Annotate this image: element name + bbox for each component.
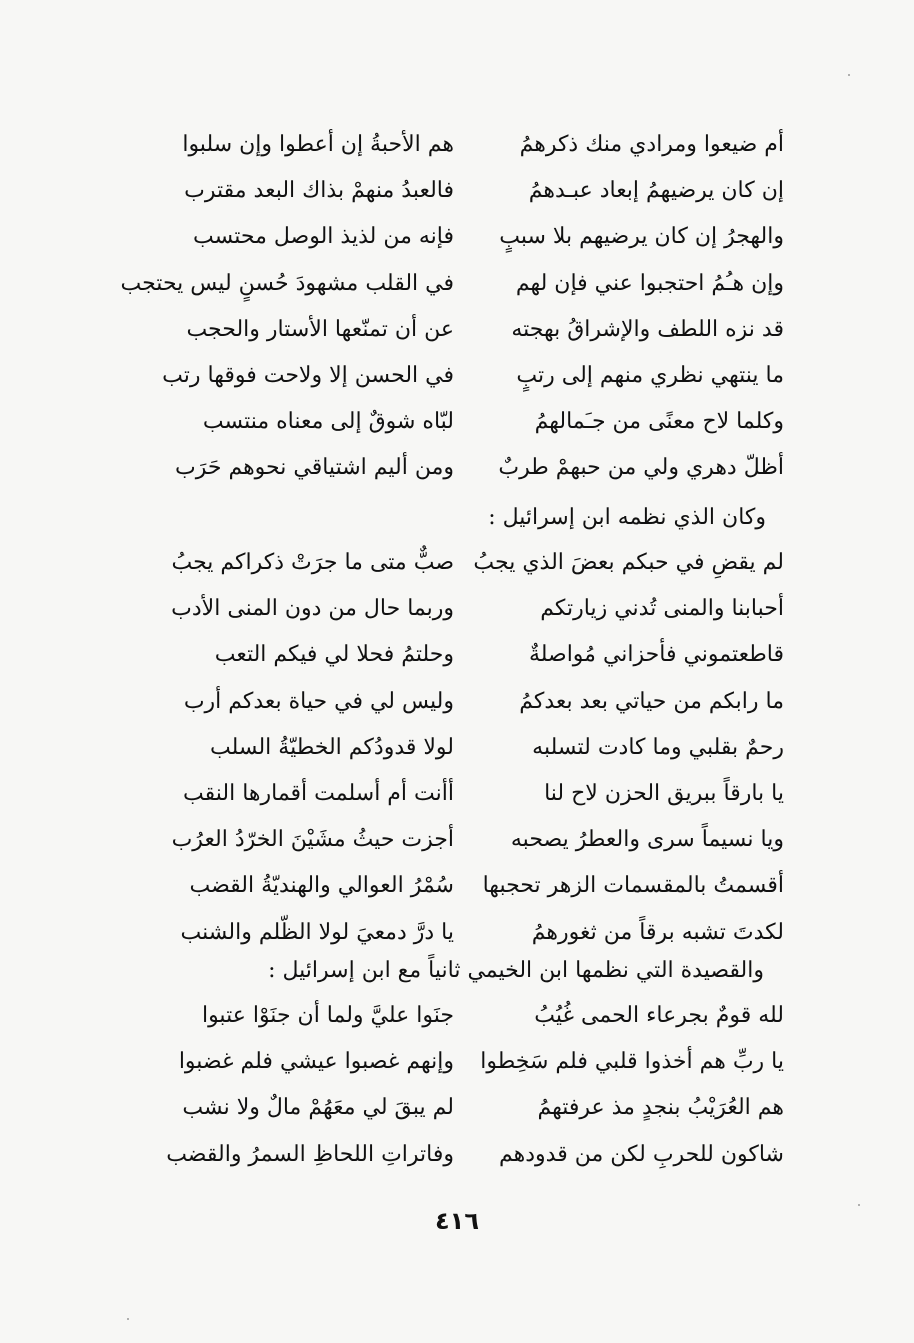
- scan-speck: [858, 1204, 860, 1206]
- poem-section-1: [120, 122, 784, 492]
- second-hemistich: وربما حال من دون المنى الأدب: [171, 596, 454, 622]
- verse-line: [128, 725, 784, 771]
- first-hemistich: ما رابكم من حياتي بعد بعدكمُ: [519, 688, 784, 714]
- second-hemistich: يا درَّ دمعيَ لولا الظّلم والشنب: [180, 919, 454, 945]
- poem-section-3: [128, 993, 784, 1178]
- second-hemistich: سُمْرُ العوالي والهنديّةُ القضب: [189, 873, 454, 899]
- scan-speck: [848, 74, 850, 76]
- first-hemistich: لله قومٌ بجرعاء الحمى غُيُبُ: [534, 1003, 784, 1029]
- verse-line: [128, 399, 784, 445]
- second-hemistich: فالعبدُ منهمْ بذاك البعد مقترب: [184, 178, 454, 204]
- first-hemistich: أظلّ دهري ولي من حبهمْ طربٌ: [498, 455, 784, 481]
- second-hemistich: وفاتراتِ اللحاظِ السمرُ والقضب: [166, 1141, 454, 1167]
- first-hemistich: وإن هـُمُ احتجبوا عني فإن لهم: [515, 270, 784, 296]
- first-hemistich: وكلما لاح معنًى من جـَمالهمُ: [534, 409, 784, 435]
- verse-line: [128, 1085, 784, 1131]
- first-hemistich: ما ينتهي نظري منهم إلى رتبٍ: [516, 363, 784, 389]
- first-hemistich: قد نزه اللطف والإشراقُ بهجته: [511, 316, 784, 342]
- first-hemistich: يا بارقاً ببريق الحزن لاح لنا: [544, 781, 784, 807]
- page-number: ٤١٦: [435, 1207, 479, 1235]
- first-hemistich: يا ربِّ هم أخذوا قلبي فلم سَخِطوا: [480, 1049, 784, 1075]
- verse-line: [128, 817, 784, 863]
- second-hemistich: لم يبقَ لي معَهُمْ مالٌ ولا نشب: [182, 1095, 454, 1121]
- poem-section-2: [128, 540, 784, 956]
- second-hemistich: ومن أليم اشتياقي نحوهم حَرَب: [175, 455, 454, 481]
- verse-line: [128, 632, 784, 678]
- intro-line-3: والقصيدة التي نظمها ابن الخيمي ثانياً مع ابن إسرائيل :: [268, 958, 764, 983]
- first-hemistich: قاطعتموني فأحزاني مُواصلةٌ: [528, 642, 784, 668]
- verse-line: [128, 679, 784, 725]
- second-hemistich: أجزت حيثُ مشَيْنَ الخرّدُ العرُب: [171, 827, 454, 853]
- intro-line-2: وكان الذي نظمه ابن إسرائيل :: [488, 505, 766, 530]
- second-hemistich: في الحسن إلا ولاحت فوقها رتب: [162, 363, 454, 389]
- first-hemistich: والهجرُ إن كان يرضيهم بلا سببٍ: [499, 224, 784, 250]
- first-hemistich: شاكون للحربِ لكن من قدودهم: [498, 1141, 784, 1167]
- verse-line: [128, 993, 784, 1039]
- second-hemistich: لبّاه شوقٌ إلى معناه منتسب: [202, 409, 454, 435]
- second-hemistich: عن أن تمنّعها الأستار والحجب: [186, 316, 454, 342]
- second-hemistich: لولا قدودُكم الخطيّةُ السلب: [209, 734, 454, 760]
- verse-line: [120, 261, 784, 307]
- second-hemistich: وإنهم غصبوا عيشي فلم غضبوا: [178, 1049, 454, 1075]
- first-hemistich: هم العُرَيْبُ بنجدٍ مذ عرفتهمُ: [537, 1095, 784, 1121]
- second-hemistich: وحلتمُ فحلا لي فيكم التعب: [214, 642, 454, 668]
- verse-line: [128, 771, 784, 817]
- verse-line: [128, 1039, 784, 1085]
- second-hemistich: جنَوا عليَّ ولما أن جنَوْا عتبوا: [201, 1003, 454, 1029]
- first-hemistich: لكدتَ تشبه برقاً من ثغورهمُ: [531, 919, 784, 945]
- verse-line: [128, 586, 784, 632]
- verse-line: [128, 540, 784, 586]
- second-hemistich: أأنت أم أسلمت أقمارها النقب: [183, 781, 454, 807]
- first-hemistich: أم ضيعوا ومرادي منك ذكرهمُ: [519, 132, 784, 158]
- first-hemistich: إن كان يرضيهمُ إبعاد عبـدهمُ: [528, 178, 784, 204]
- second-hemistich: هم الأحبةُ إن أعطوا وإن سلبوا: [182, 132, 454, 158]
- verse-line: [128, 1132, 784, 1178]
- second-hemistich: في القلب مشهودَ حُسنٍ ليس يحتجب: [120, 270, 454, 296]
- verse-line: [128, 353, 784, 399]
- first-hemistich: أقسمتُ بالمقسمات الزهر تحجبها: [482, 873, 784, 899]
- verse-line: [128, 910, 784, 956]
- verse-line: [128, 863, 784, 909]
- verse-line: [128, 307, 784, 353]
- second-hemistich: وليس لي في حياة بعدكم أرب: [183, 688, 454, 714]
- first-hemistich: رحمٌ بقلبي وما كادت لتسلبه: [532, 734, 784, 760]
- verse-line: [128, 214, 784, 260]
- second-hemistich: صبٌّ متى ما جرَتْ ذكراكم يجبُ: [171, 550, 454, 576]
- scan-speck: [127, 1318, 129, 1320]
- verse-line: [128, 445, 784, 491]
- second-hemistich: فإنه من لذيذ الوصل محتسب: [193, 224, 454, 250]
- verse-line: [128, 122, 784, 168]
- first-hemistich: ويا نسيماً سرى والعطرُ يصحبه: [510, 827, 784, 853]
- first-hemistich: أحبابنا والمنى تُدني زيارتكم: [540, 596, 784, 622]
- first-hemistich: لم يقضِ في حبكم بعضَ الذي يجبُ: [473, 550, 784, 576]
- verse-line: [128, 168, 784, 214]
